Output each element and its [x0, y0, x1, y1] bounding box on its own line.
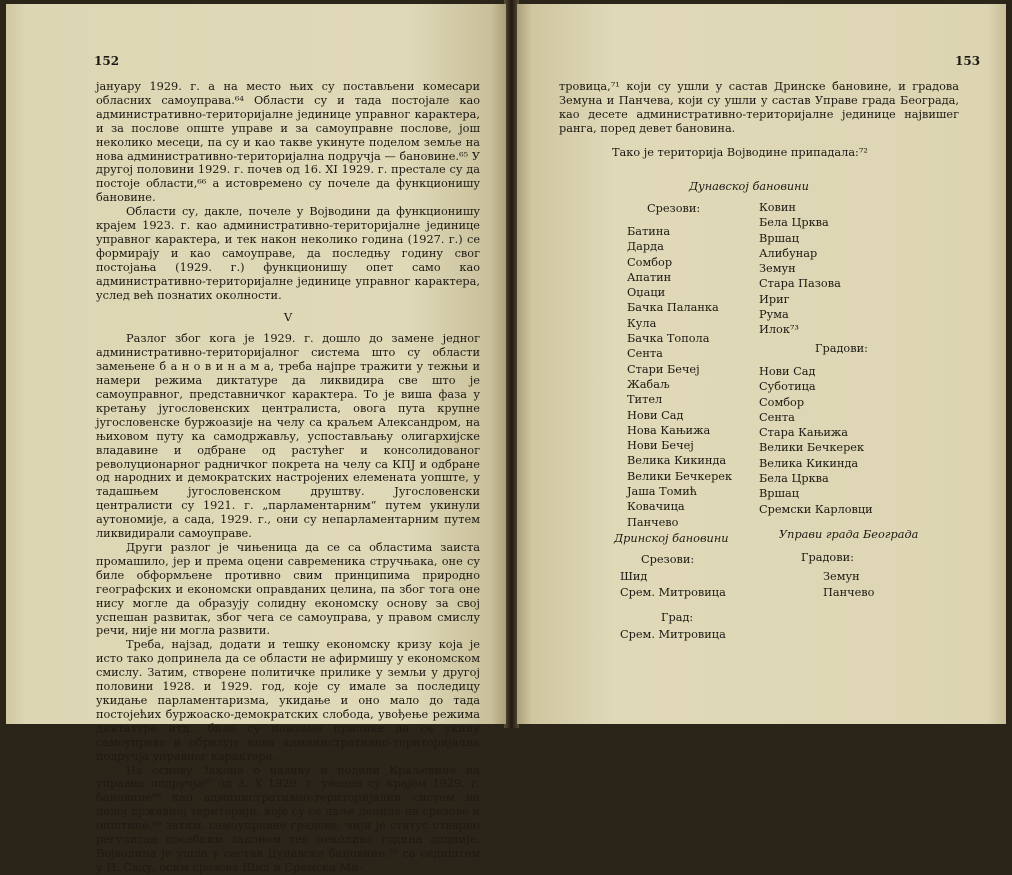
- district-item: Стара Пазова: [759, 277, 841, 291]
- district-item: Земун: [759, 262, 796, 276]
- district-item: Ковачица: [627, 500, 685, 514]
- district-item: Стари Бечеј: [627, 362, 700, 376]
- paragraph: Други разлог је чињеница да се са областима заиста промашило, јер и према оцени савременика стручњака, оне су биле обформљене противно свим принципима природно географских и економски оправданих целина, па због тога оне нису могле да образују солидну економску основу за свој успешан развитак, због чега се самоуправа, у правом смислу речи, није ни могла развити.: [96, 541, 480, 638]
- belgrade-cities-list: [823, 569, 874, 601]
- drina-banovina-heading: Дринској бановини: [614, 532, 729, 545]
- district-item: Батина: [627, 225, 671, 238]
- district-item: Нови Сад: [627, 408, 684, 422]
- district-item: Илок⁷³: [759, 323, 799, 337]
- district-item: Јаша Томић: [627, 485, 698, 499]
- cities-label: Градови:: [815, 342, 868, 355]
- city-item: Стара Кањижа: [759, 426, 849, 440]
- drina-districts-list: [620, 569, 726, 601]
- city-item: Нови Сад: [759, 365, 816, 378]
- city-item: Сомбор: [759, 395, 805, 409]
- cities-label: Градови:: [801, 551, 854, 564]
- district-item: Велика Кикинда: [627, 454, 727, 468]
- city-item: Сремски Карловци: [759, 502, 873, 516]
- left-page: [6, 4, 506, 874]
- district-item: Вршац: [759, 231, 800, 245]
- district-item: Кула: [627, 316, 657, 330]
- district-item: Апатин: [627, 270, 672, 284]
- district-item: Сомбор: [627, 255, 673, 269]
- belgrade-administration-heading: Управи града Београда: [779, 528, 919, 541]
- district-item: Нова Кањижа: [627, 423, 711, 437]
- city-item: Срем. Митровица: [620, 628, 726, 641]
- district-item: Оџаци: [627, 286, 666, 300]
- danube-districts-list-2: [759, 200, 841, 338]
- page-number: 153: [955, 54, 981, 68]
- district-item: Бачка Паланка: [627, 301, 719, 315]
- district-item: Тител: [627, 393, 663, 407]
- danube-banovina-heading: Дунавској бановини: [689, 180, 809, 193]
- paragraph: Разлог због кога је 1929. г. дошло до замене једног административно-територијалног система што су области замењене б а н о в и н а м а, треба најпре тражити у тежњи и намери режима диктатуре да ликвидира све што је самоуправног, представничког карактера. То је виша фаза у кретању југословенских централиста, овога пута крупне југословенске буржоазије на челу са краљем Александром, на њиховом путу ка самодржављу, успостављању олигархијске владавине и одбране од растућег и консолидованог револуционарног радничког покрета на челу са КПЈ и одбране од народних и демократских настројених елемената уопште, у тадашњем југословенском друштву. Југословенски централисти су 1921. г. „парламентарним“ путем укинули аутономије, а сада, 1929. г., они су непарламентарним путем ликвидирали самоуправе.: [96, 332, 480, 541]
- city-item: Суботица: [759, 380, 816, 394]
- districts-label: Срезови:: [641, 553, 695, 566]
- city-item: Вршац: [759, 487, 800, 501]
- district-item: Ириг: [759, 292, 790, 306]
- city-item: Сента: [759, 410, 795, 424]
- city-item: Бела Црква: [759, 472, 829, 486]
- paragraph: Области су, дакле, почеле у Војводини да функционишу крајем 1923. г. као административно-територијалне јединице управног карактера, и тек након неколико година (1927. г.) се формирају и као самоуправе, да последњу годину свог постојања (1929. г.) функционишу опет само као административно-територијалне јединице управног карактера, услед већ познатих околности.: [96, 205, 480, 302]
- district-item: Бела Црква: [759, 216, 829, 230]
- district-item: Бачка Топола: [627, 332, 710, 346]
- city-item: Земун: [823, 570, 860, 583]
- district-item: Дарда: [627, 240, 664, 254]
- district-item: Ковин: [759, 201, 796, 214]
- paragraph: тровица,⁷¹ који су ушли у састав Дринске бановине, и градова Земуна и Панчева, који су ушли у састав Управе града Београда, као десете административно-територијалне јединице највишег ранга, поред девет бановина.: [559, 80, 959, 135]
- district-item: Сента: [627, 347, 663, 361]
- lead-sentence: Тако је територија Војводине припадала:⁷²: [612, 146, 868, 159]
- districts-label: Срезови:: [647, 202, 701, 215]
- right-page: [517, 4, 1006, 724]
- district-item: Алибунар: [759, 246, 818, 260]
- district-item: Велики Бечкерек: [627, 469, 733, 483]
- city-item: Велики Бечкерек: [759, 441, 865, 455]
- drina-cities-list: [620, 627, 726, 642]
- paragraph: Треба, најзад, додати и тешку економску кризу која је исто тако допринела да се области не афирмишу у економском смислу. Затим, створене политичке прилике у земљи у другој половини 1928. и 1929. год, које су имале за последицу укидање парламентаризма, укидање и оно мало до тада постојећих буржоаско-демократских слобода, увођење режима диктатуре итд., биле су повољне прилике да се укину самоуправе и образују нова административно-територијална подручја управног карактера.: [96, 638, 480, 763]
- district-item: Шид: [620, 570, 648, 583]
- left-page-body: [96, 80, 480, 875]
- paragraph: На основу Закона о називу и подели Краљевине на управна подручја⁶⁷ од 3. X 1929. г. уведен су крајем 1929. г. бановине⁶⁸ као административно-територијални систем на целој државној територији, које су се даље делиле на срезове и општине,⁶⁹ затим, самоуправне градове, чији је статус стварно регулисан посебним законом тек неколико година доцније. Војводина је ушла у састав Дунавске бановине,⁷⁰ са седиштем у Н. Саду, осим срезова Шид и Сремска Ми-: [96, 763, 480, 874]
- section-heading: V: [283, 309, 293, 324]
- danube-districts-list-1: [627, 224, 732, 530]
- district-item: Нови Бечеј: [627, 439, 694, 453]
- danube-cities-list: [759, 364, 873, 517]
- city-item: Велика Кикинда: [759, 456, 859, 470]
- district-item: Панчево: [627, 515, 679, 529]
- right-page-continuation: [559, 80, 959, 136]
- district-item: Жабаљ: [627, 377, 670, 391]
- city-label: Град:: [661, 611, 694, 624]
- page-number: 152: [94, 54, 120, 68]
- district-item: Рума: [759, 308, 789, 322]
- paragraph: јануару 1929. г. а на место њих су постављени комесари обласних самоуправа.⁶⁴ Области су и тада постојале као административно-територијалне јединице управног карактера, и за послове опште управе и за самоуправне послове, још неколико месеци, па су и као такве укинуте поделом земље на нова административно-територијална подручја — бановине.⁶⁵ У другој половини 1929. г. почев од 16. XI 1929. г. престале су да постоје области,⁶⁶ а истовремено су почеле да функционишу бановине.: [96, 80, 480, 205]
- city-item: Панчево: [823, 586, 875, 599]
- district-item: Срем. Митровица: [620, 586, 726, 599]
